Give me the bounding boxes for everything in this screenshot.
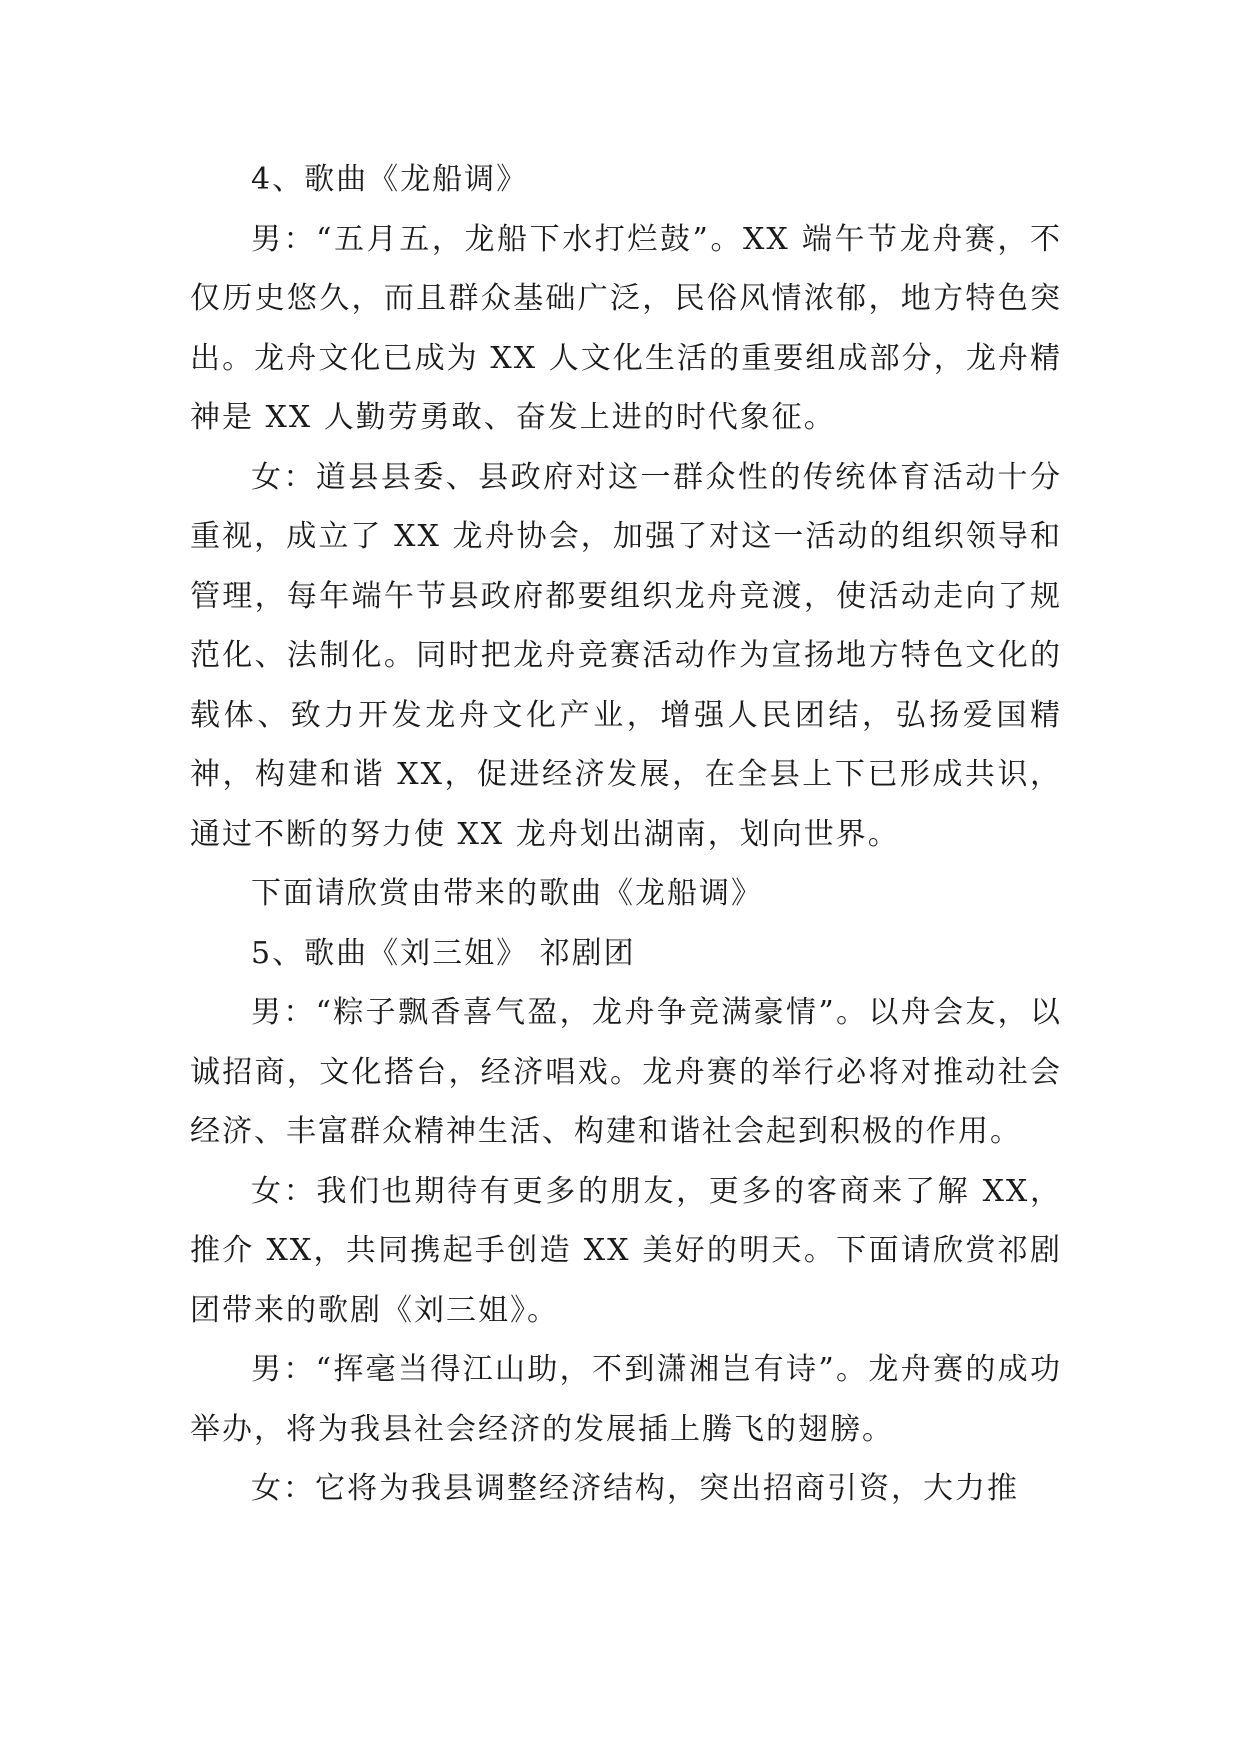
female-host-line-2: 女：我们也期待有更多的朋友，更多的客商来了解 XX，推介 XX，共同携起手创造 XX 美好的明天。下面请欣赏祁剧团带来的歌剧《刘三姐》。 <box>190 1173 1062 1328</box>
section-heading-song-5: 5、歌曲《刘三姐》 祁剧团 <box>251 935 636 971</box>
female-host-line-1: 女：道县县委、县政府对这一群众性的传统体育活动十分重视，成立了 XX 龙舟协会，加强了对这一活动的组织领导和管理，每年端午节县政府都要组织龙舟竞渡，使活动走向了规范化、法制化。同时把龙舟竞赛活动作为宣扬地方特色文化的载体、致力开发龙舟文化产业，增强人民团结，弘扬爱国精神，构建和谐 XX，促进经济发展，在全县上下已形成共识，通过不断的努力使 XX 龙舟划出湖南，划向世界。 <box>190 459 1062 852</box>
male-host-line-2: 男：“粽子飘香喜气盈，龙舟争竞满豪情”。以舟会友，以诚招商，文化搭台，经济唱戏。龙舟赛的举行必将对推动社会经济、丰富群众精神生活、构建和谐社会起到积极的作用。 <box>190 995 1062 1149</box>
female-host-line-3: 女：它将为我县调整经济结构，突出招商引资，大力推 <box>251 1471 1019 1506</box>
male-host-line-3: 男：“挥毫当得江山助，不到潇湘岂有诗”。龙舟赛的成功举办，将为我县社会经济的发展插上腾飞的翅膀。 <box>190 1352 1062 1447</box>
document-page <box>190 150 1062 1519</box>
male-host-line-1: 男：“五月五，龙船下水打烂鼓”。XX 端午节龙舟赛，不仅历史悠久，而且群众基础广泛，民俗风情浓郁，地方特色突出。龙舟文化已成为 XX 人文化生活的重要组成部分，龙舟精神是 XX 人勤劳勇敢、奋发上进的时代象征。 <box>190 221 1062 435</box>
section-heading-song-4: 4、歌曲《龙船调》 <box>251 162 529 197</box>
song-intro-line: 下面请欣赏由带来的歌曲《龙船调》 <box>251 876 763 911</box>
